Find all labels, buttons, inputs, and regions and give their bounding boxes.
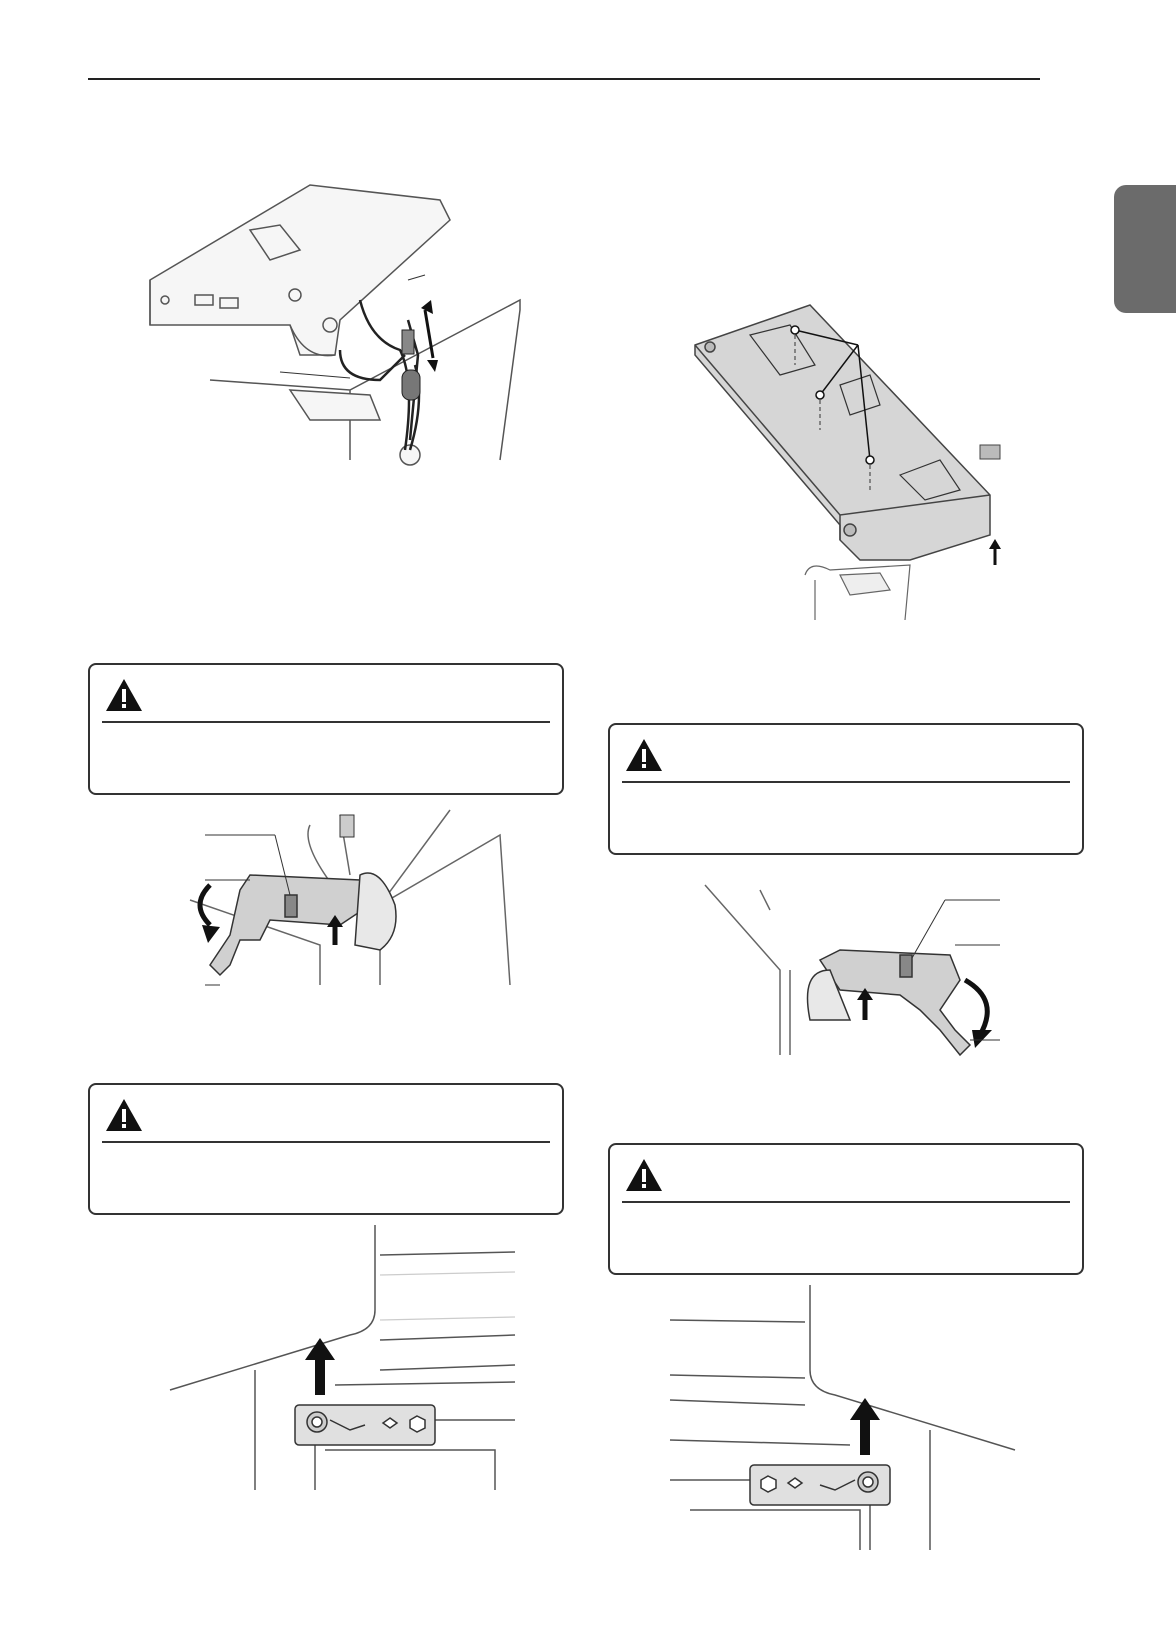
warning-triangle-icon <box>624 1157 664 1193</box>
warning-divider <box>102 1141 550 1143</box>
warning-box-2 <box>608 723 1084 855</box>
warning-divider <box>102 721 550 723</box>
figure-door-lift-right <box>660 1280 1020 1550</box>
warning-triangle-icon <box>624 737 664 773</box>
figure-top-hinge-left <box>180 805 520 995</box>
figure-top-hinge-right <box>700 870 1020 1060</box>
warning-triangle-icon <box>104 677 144 713</box>
warning-box-1 <box>88 663 564 795</box>
warning-box-4 <box>608 1143 1084 1275</box>
figure-door-lift-left <box>165 1220 525 1490</box>
warning-box-3 <box>88 1083 564 1215</box>
warning-divider <box>622 1201 1070 1203</box>
figure-hinge-cover-screws <box>690 285 1010 635</box>
warning-triangle-icon <box>104 1097 144 1133</box>
header-rule <box>88 78 1040 80</box>
warning-divider <box>622 781 1070 783</box>
figure-wire-harness <box>140 180 540 480</box>
section-tab <box>1114 185 1176 313</box>
